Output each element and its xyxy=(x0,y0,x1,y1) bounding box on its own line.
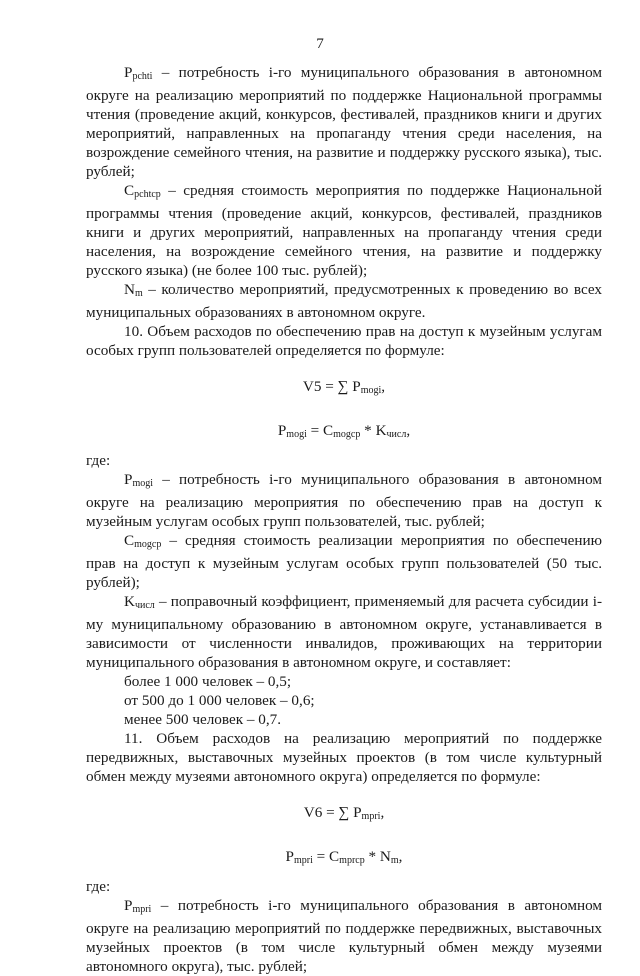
formula-p-mpri: $P_{mpri} = C_{mprcp} * N_m$, xyxy=(285,848,403,866)
k-value-list-item: более 1 000 человек – 0,5; xyxy=(124,673,292,690)
definition-c-mogcp: $C_{mogcp}$ – средняя стоимость реализации мероприятия по обеспечению прав на доступ к музейным услугам особых групп пользователей (50 тыс. рублей); xyxy=(86,532,602,591)
k-value-list-item: от 500 до 1 000 человек – 0,6; xyxy=(124,692,315,709)
formula-p-mogi: $P_{mogi} = C_{mogcp} * K_{числ}$, xyxy=(277,422,411,440)
definition-k-chisl: $K_{числ}$ – поправочный коэффициент, применяемый для расчета субсидии i-му муниципальному образованию в автономном округе, устанавливается в зависимости от численности инвалидов, проживающих на территории муниципального образования в автономном округе, и составляет: xyxy=(86,593,602,671)
formula-v5: V5 = ∑ $P_{mogi}$, xyxy=(302,378,386,396)
definition-n-m: $N_m$ – количество мероприятий, предусмотренных к проведению во всех муниципальных образованиях в автономном округе. xyxy=(86,281,602,321)
definition-p-mpri: $P_{mpri}$ – потребность i-го муниципального образования в автономном округе на реализацию мероприятий по поддержке передвижных, выставочных музейных проектов (в том числе культурный обмен между музеями автономного округа), тыс. рублей; xyxy=(86,897,602,975)
where-label: где: xyxy=(86,452,111,469)
paragraph-item-11: 11. Объем расходов на реализацию мероприятий по поддержке передвижных, выставочных музейных проектов (в том числе культурный обмен между музеями автономного округа) определяется по формуле: xyxy=(86,730,602,785)
definition-c-pchtcp: $C_{pchtcp}$ – средняя стоимость мероприятия по поддержке Национальной программы чтения (проведение акций, конкурсов, фестивалей, праздников книги и других мероприятий, направленных на пропаганду чтения среди населения, на возрождение семейного чтения, на развитие и поддержку русского языка) (не более 100 тыс. рублей); xyxy=(86,182,602,279)
formula-v6: V6 = ∑ $P_{mpri}$, xyxy=(303,804,385,822)
page-number: 7 xyxy=(316,35,324,52)
page-body xyxy=(86,63,602,976)
definition-p-mogi: $P_{mogi}$ – потребность i-го муниципального образования в автономном округе на реализацию мероприятия по обеспечению прав на доступ к музейным услугам особых групп пользователей, тыс. рублей; xyxy=(86,471,602,530)
k-value-list-item: менее 500 человек – 0,7. xyxy=(124,711,282,728)
paragraph-item-10: 10. Объем расходов по обеспечению прав на доступ к музейным услугам особых групп пользователей определяется по формуле: xyxy=(86,323,602,359)
definition-p-pchti: $P_{pchti}$ – потребность i-го муниципального образования в автономном округе на реализацию мероприятий по поддержке Национальной программы чтения (проведение акций, конкурсов, фестивалей, праздников книги и других мероприятий, направленных на пропаганду чтения среди населения, на возрождение семейного чтения, на развитие и поддержку русского языка), тыс. рублей; xyxy=(86,64,602,180)
where-label: где: xyxy=(86,878,111,895)
